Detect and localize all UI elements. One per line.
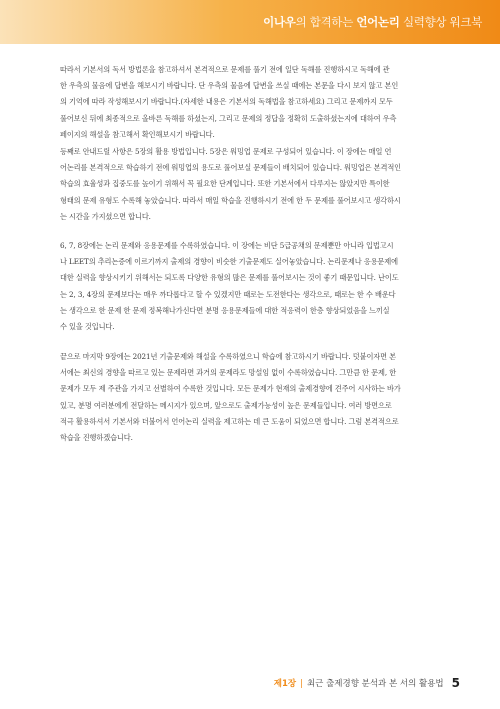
text-line: 나 LEET의 추리논증에 이르기까지 출제의 경향이 비슷한 기출문제도 실어놓았습니다. 논리문제나 응용문제에: [60, 257, 398, 267]
text-line: 는 시간을 가지셨으면 합니다.: [60, 211, 151, 221]
text-line: 6, 7, 8장에는 논리 문제와 응용문제를 수록하였습니다. 이 장에는 비단 5급공채의 문제뿐만 아니라 입법고시: [60, 241, 394, 250]
header-brand: 이나우: [263, 15, 296, 29]
text-line: 는 생각으로 한 문제 한 문제 정복해나가신다면 분명 응용문제들에 대한 적응력이 한층 향상되었음을 느끼실: [60, 305, 390, 315]
text-line: 대한 실력을 향상시키기 위해서는 되도록 다양한 유형의 많은 문제를 풀어보시는 것이 좋기 때문입니다. 난이도: [60, 273, 399, 283]
footer-title: 최근 출제경향 분석과 본 서의 활용법: [306, 679, 444, 689]
text-line: 있고, 분명 여러분에게 전달하는 메시지가 있으며, 앞으로도 출제가능성이 높은 문제들입니다. 여러 방면으로: [60, 400, 392, 410]
header-text-1: 의 합격하는: [295, 15, 357, 29]
paragraph-3: [60, 238, 399, 335]
header-subject: 언어논리: [356, 15, 400, 29]
page-footer: [274, 676, 460, 690]
text-line: 풀어보신 뒤에 최종적으로 올바른 독해를 하셨는지, 그리고 문제의 정답을 정확히 도출하셨는지에 대하여 우측: [60, 113, 397, 123]
text-line: 페이지의 해설을 참고해서 확인해보시기 바랍니다.: [60, 129, 215, 139]
text-line: 학습을 진행하겠습니다.: [60, 433, 133, 443]
text-line: 등째로 안내드릴 사항은 5장의 활용 방법입니다. 5장은 워밍업 문제로 구성되어 있습니다. 이 장에는 매일 언: [60, 147, 392, 156]
paragraph-1: [60, 62, 398, 143]
text-line: 학습의 효율성과 집중도를 높이기 위해서 꼭 필요한 단계입니다. 또한 기본서에서 다루지는 않았지만 특이한: [60, 179, 390, 189]
header-bar: [0, 0, 500, 44]
text-line: 의 기억에 따라 작성해보시기 바랍니다.(자세한 내용은 기본서의 독해법을 참고하세요) 그리고 문제까지 모두: [60, 97, 393, 107]
text-line: 한 우측의 물음에 답변을 해보시기 바랍니다. 단 우측의 물음에 답변을 쓰실 때에는 본문을 다시 보지 않고 본인: [60, 81, 399, 91]
page-number: 5: [451, 676, 460, 690]
text-line: 수 있을 것입니다.: [60, 322, 115, 332]
running-header-title: [263, 14, 482, 30]
text-line: 서에는 최신의 경향을 따르고 있는 문제라면 과거의 문제라도 망설임 없이 수록하였습니다. 그만큼 한 문제, 한: [60, 368, 397, 378]
paragraph-4: [60, 349, 401, 446]
text-line: 끝으로 마지막 9장에는 2021년 기출문제와 해설을 수록하였으니 학습에 참고하시기 바랍니다. 덧붙이자면 본: [60, 352, 396, 361]
paragraph-2: [60, 144, 401, 225]
text-line: 적극 활용하셔서 기본서와 더불어서 언어논리 실력을 제고하는 데 큰 도움이 되었으면 합니다. 그럼 본격적으로: [60, 416, 399, 426]
text-line: 형태의 문제 유형도 수록해 놓았습니다. 따라서 매일 학습을 진행하시기 전에 한 두 문제를 풀어보시고 생각하시: [60, 195, 401, 205]
text-line: 어논리를 본격적으로 학습하기 전에 워밍업의 용도로 풀어보실 문제들이 배치되어 있습니다. 워밍업은 본격적인: [60, 163, 402, 173]
text-line: 는 2, 3, 4장의 문제보다는 매우 까다롭다고 할 수 있겠지만 때로는 도전한다는 생각으로, 때로는 한 수 배운다: [60, 289, 396, 299]
text-line: 따라서 기본서의 독서 방법론을 참고하셔서 본격적으로 문제를 풀기 전에 일단 독해를 진행하시고 독해에 관: [60, 65, 390, 74]
footer-separator: |: [300, 679, 303, 689]
text-line: 문제가 모두 제 주관을 가지고 선별하여 수록한 것입니다. 모든 문제가 현재의 출제경향에 견주어 시사하는 바가: [60, 384, 401, 394]
footer-chapter: 제1장: [273, 679, 297, 689]
header-text-2: 실력향상 워크북: [399, 15, 482, 29]
